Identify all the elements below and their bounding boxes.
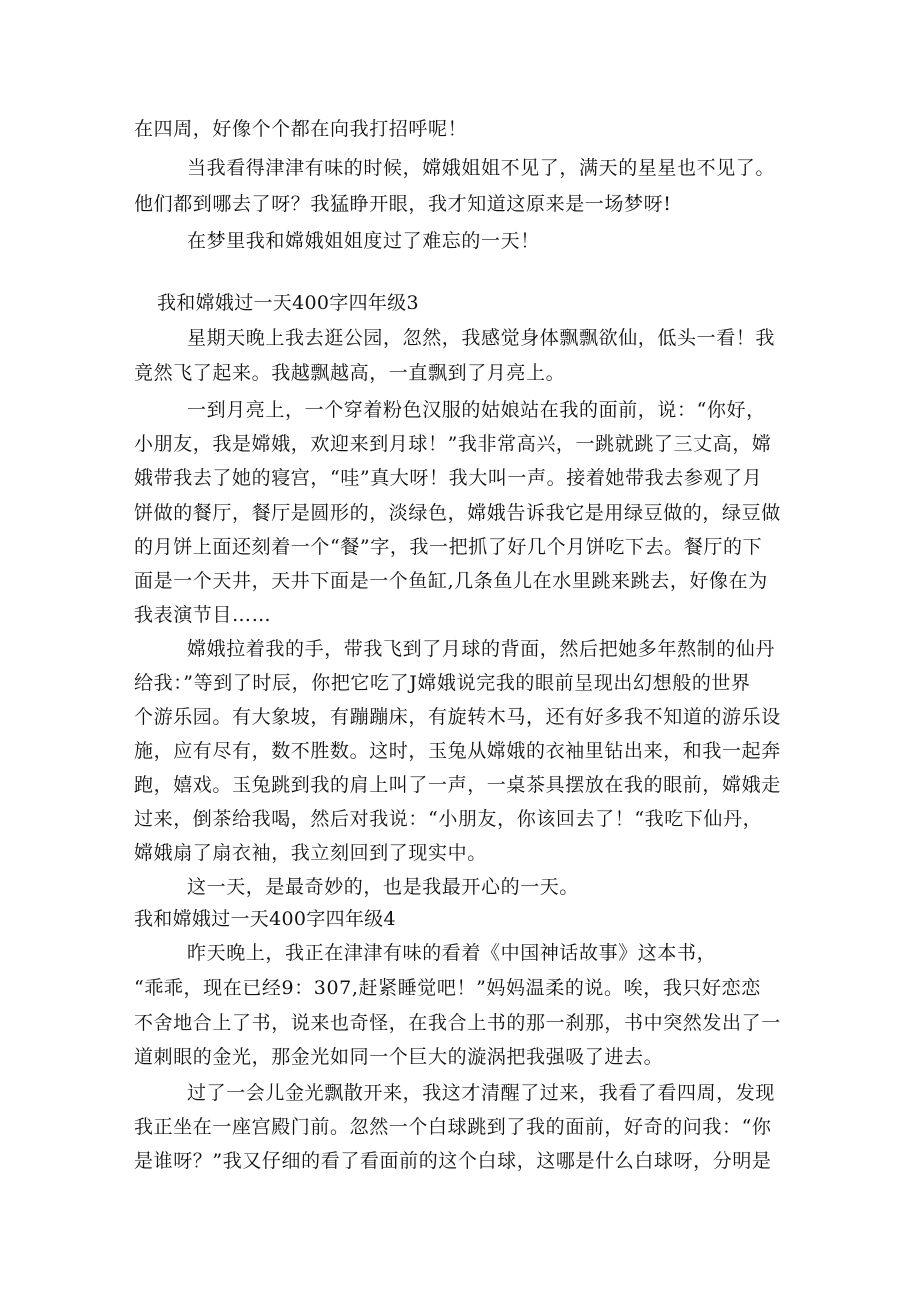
text-line: 嫦娥拉着我的手，带我飞到了月球的背面，然后把她多年熬制的仙丹	[187, 638, 776, 660]
text-line: 我表演节目……	[134, 604, 272, 626]
text-line: 娥带我去了她的寝宫，“哇”真大呀！我大叫一声。接着她带我去参观了月	[134, 467, 763, 489]
text-line: 我正坐在一座宫殿门前。忽然一个白球跳到了我的面前，好奇的问我：“你	[134, 1116, 772, 1138]
text-line: 在梦里我和嫦娥姐姐度过了难忘的一天！	[187, 230, 540, 252]
section-heading: 我和嫦娥过一天400字四年级3	[157, 292, 419, 314]
text-line: 不舍地合上了书，说来也奇怪，在我合上书的那一刹那，书中突然发出了一	[134, 1012, 781, 1034]
text-line: 给我：”等到了时辰，你把它吃了J嫦娥说完我的眼前呈现出幻想般的世界	[134, 672, 751, 694]
text-line: 小朋友，我是嫦娥，欢迎来到月球！”我非常高兴，一跳就跳了三丈高，嫦	[134, 433, 772, 455]
text-line: 一到月亮上，一个穿着粉色汉服的姑娘站在我的面前，说：“你好，	[187, 399, 766, 421]
text-line: 星期天晚上我去逛公园，忽然，我感觉身体飘飘欲仙，低头一看！我	[187, 327, 776, 349]
text-line: 是谁呀？”我又仔细的看了看面前的这个白球，这哪是什么白球呀，分明是	[134, 1150, 772, 1172]
text-line: 嫦娥扇了扇衣袖，我立刻回到了现实中。	[134, 842, 487, 864]
text-line: 在四周，好像个个都在向我打招呼呢！	[134, 118, 468, 140]
text-line: 施，应有尽有，数不胜数。这时，玉兔从嫦娥的衣袖里钻出来，和我一起奔	[134, 740, 781, 762]
section-heading: 我和嫦娥过一天400字四年级4	[134, 908, 396, 930]
text-line: 饼做的餐厅，餐厅是圆形的，淡绿色，嫦娥告诉我它是用绿豆做的，绿豆做	[134, 502, 781, 524]
text-line: 道刺眼的金光，那金光如同一个巨大的漩涡把我强吸了进去。	[134, 1046, 664, 1068]
text-line: 个游乐园。有大象坡，有蹦蹦床，有旋转木马，还有好多我不知道的游乐设	[134, 706, 781, 728]
text-line: 跑，嬉戏。玉兔跳到我的肩上叫了一声，一桌茶具摆放在我的眼前，嫦娥走	[134, 774, 781, 796]
text-line: 过了一会儿金光飘散开来，我这才清醒了过来，我看了看四周，发现	[187, 1082, 776, 1104]
text-line: 的月饼上面还刻着一个“餐”字，我一把抓了好几个月饼吃下去。餐厅的下	[134, 536, 763, 558]
text-line: 竟然飞了起来。我越飘越高，一直飘到了月亮上。	[134, 362, 566, 384]
text-line: 这一天，是最奇妙的，也是我最开心的一天。	[187, 876, 580, 898]
text-line: 他们都到哪去了呀？我猛睁开眼，我才知道这原来是一场梦呀!	[134, 193, 672, 215]
text-line: “乖乖，现在已经9：307,赶紧睡觉吧！”妈妈温柔的说。唉，我只好恋恋	[134, 977, 761, 999]
text-line: 过来，倒茶给我喝，然后对我说：“小朋友，你该回去了！“我吃下仙丹，	[134, 808, 763, 830]
text-line: 昨天晚上，我正在津津有味的看着《中国神话故事》这本书，	[187, 942, 717, 964]
text-line: 当我看得津津有味的时候，嫦娥姐姐不见了，满天的星星也不见了。	[187, 157, 776, 179]
text-line: 面是一个天井，天井下面是一个鱼缸,几条鱼儿在水里跳来跳去，好像在为	[134, 570, 768, 592]
